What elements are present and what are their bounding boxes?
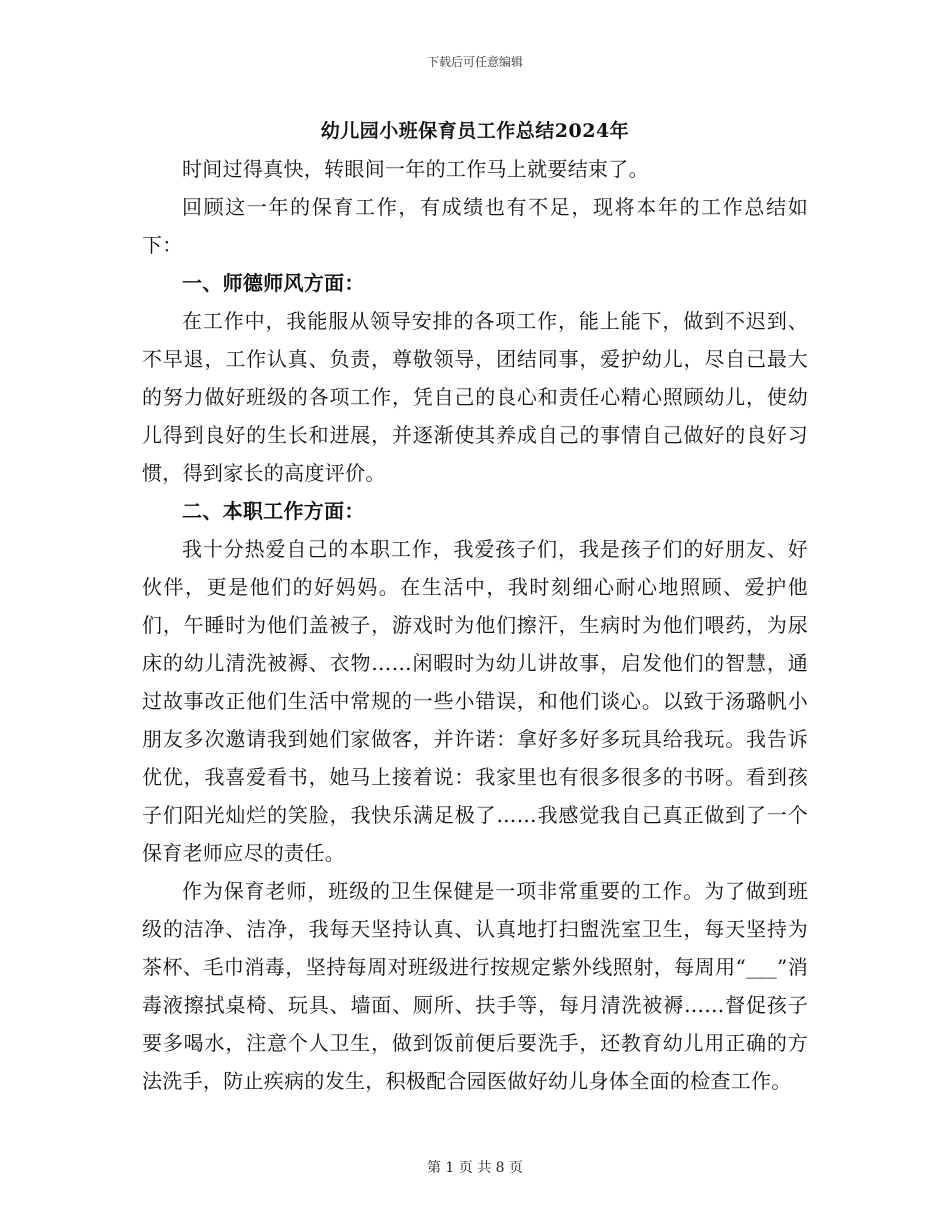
document-body	[142, 150, 808, 1100]
paragraph-intro: 时间过得真快，转眼间一年的工作马上就要结束了。	[182, 157, 649, 181]
page-number: 第 1 页 共 8 页	[426, 1160, 524, 1176]
paragraph-duties: 我十分热爱自己的本职工作，我爱孩子们，我是孩子们的好朋友、好伙伴，更是他们的好妈妈。在生活中，我时刻细心耐心地照顾、爱护他们，午睡时为他们盖被子，游戏时为他们擦汗，生病时为他们喂药，为尿床的幼儿清洗被褥、衣物……闲暇时为幼儿讲故事，启发他们的智慧，通过故事改正他们生活中常规的一些小错误，和他们谈心。以致于汤璐帆小朋友多次邀请我到她们家做客，并许诺：拿好多好多玩具给我玩。我告诉优优，我喜爱看书，她马上接着说：我家里也有很多很多的书呀。看到孩子们阳光灿烂的笑脸，我快乐满足极了……我感觉我自己真正做到了一个保育老师应尽的责任。	[142, 537, 808, 865]
section-heading-duties: 二、本职工作方面：	[182, 499, 365, 523]
paragraph-hygiene: 作为保育老师，班级的卫生保健是一项非常重要的工作。为了做到班级的洁净、洁净，我每天坚持认真、认真地打扫盥洗室卫生，每天坚持为茶杯、毛巾消毒，坚持每周对班级进行按规定紫外线照射，每周用“___”消毒液擦拭桌椅、玩具、墙面、厕所、扶手等，每月清洗被褥……督促孩子要多喝水，注意个人卫生，做到饭前便后要洗手，还教育幼儿用正确的方法洗手，防止疾病的发生，积极配合园医做好幼儿身体全面的检查工作。	[142, 879, 808, 1093]
document-title: 幼儿园小班保育员工作总结2024年	[320, 120, 630, 142]
section-heading-ethics: 一、师德师风方面：	[182, 271, 365, 295]
header-note: 下载后可任意编辑	[426, 55, 523, 69]
paragraph-ethics: 在工作中，我能服从领导安排的各项工作，能上能下，做到不迟到、不早退，工作认真、负责，尊敬领导，团结同事，爱护幼儿，尽自己最大的努力做好班级的各项工作，凭自己的良心和责任心精心照顾幼儿，使幼儿得到良好的生长和进展，并逐渐使其养成自己的事情自己做好的良好习惯，得到家长的高度评价。	[142, 309, 808, 485]
paragraph-review: 回顾这一年的保育工作，有成绩也有不足，现将本年的工作总结如下：	[142, 195, 808, 257]
